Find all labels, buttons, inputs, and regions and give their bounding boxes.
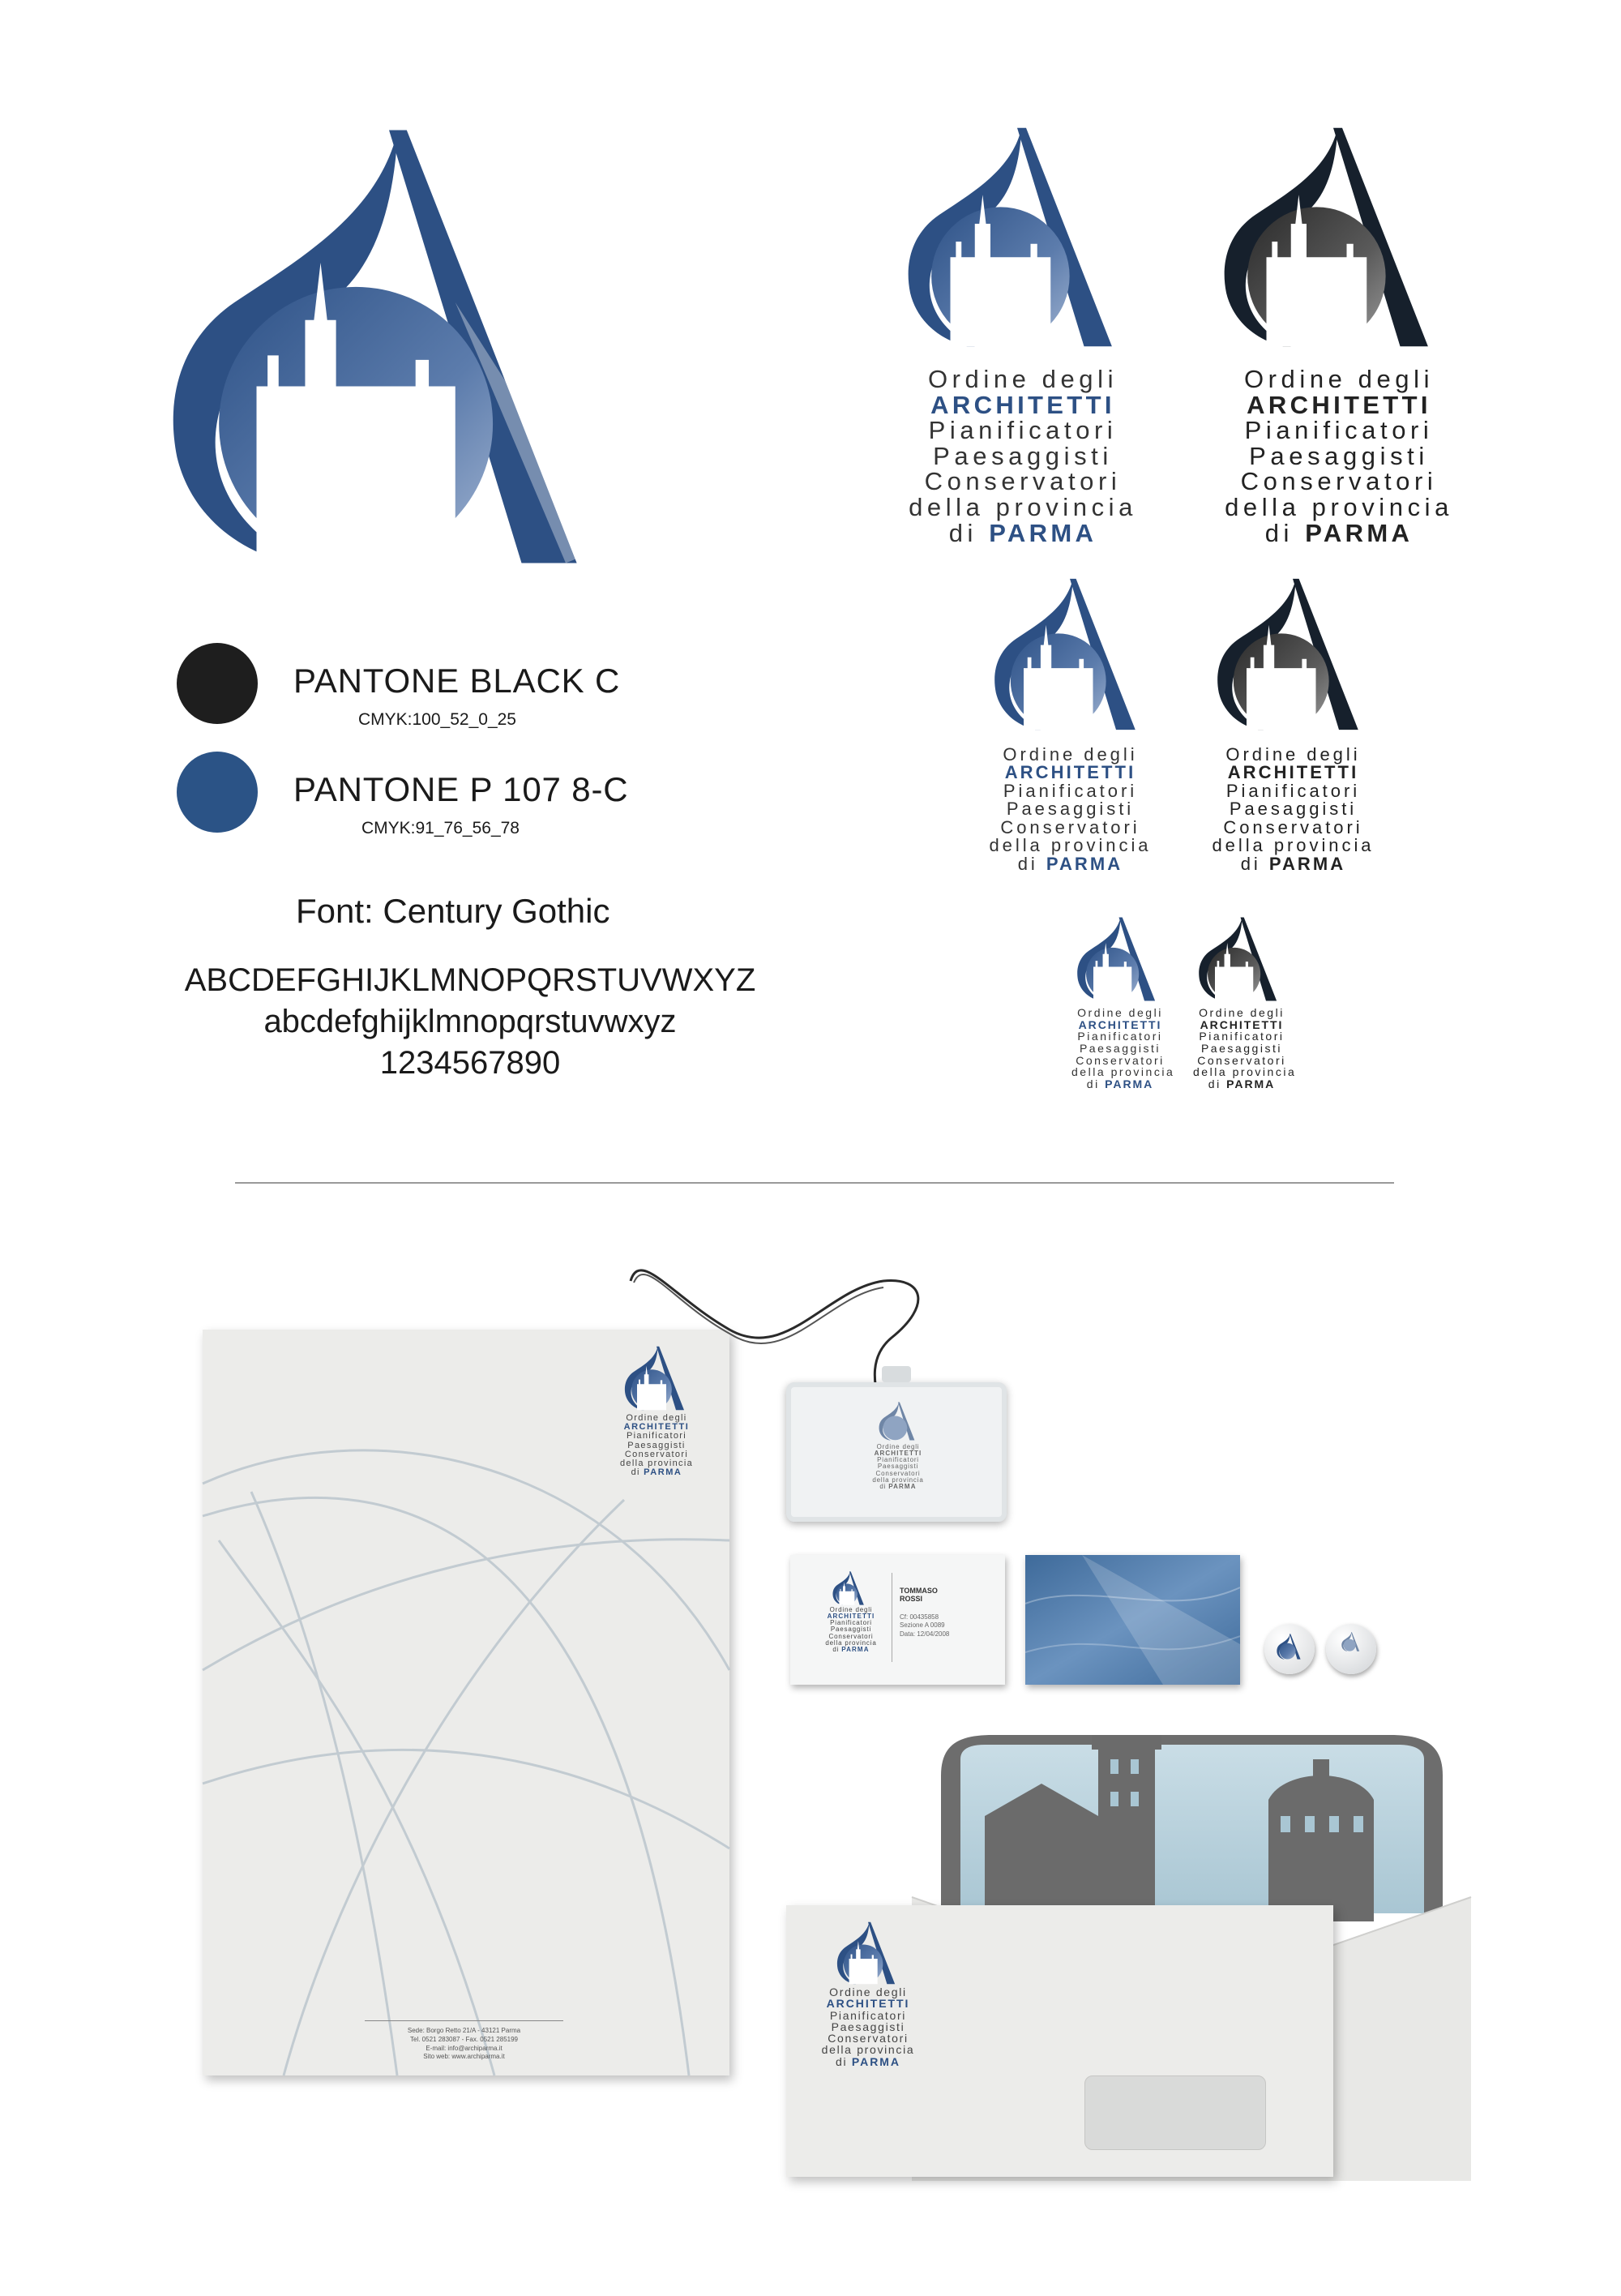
wm-line3: Pianificatori xyxy=(829,2008,907,2022)
letterhead-footer xyxy=(365,2027,563,2062)
letterhead-wordmark xyxy=(612,1414,701,1478)
wordmark-black-large xyxy=(1217,366,1461,546)
pin-button-1 xyxy=(1264,1624,1315,1674)
logo-mark-blue-small xyxy=(1076,915,1161,1004)
footer-line1: Sede: Borgo Retto 21/A - 43121 Parma xyxy=(407,2027,521,2034)
badge-logo-mark xyxy=(879,1402,917,1441)
pantone-blue-cmyk: CMYK:91_76_56_78 xyxy=(361,819,520,837)
wm-line1: Ordine degli xyxy=(1199,1006,1285,1019)
logo-mark-black-small xyxy=(1198,915,1283,1004)
logo-mark-blue-large xyxy=(900,126,1135,349)
wordmark-black-medium xyxy=(1206,746,1380,873)
pantone-black-name: PANTONE BLACK C xyxy=(293,662,621,700)
wm-line7: di PARMA xyxy=(1017,853,1123,874)
wm-line7: di PARMA xyxy=(1264,518,1414,547)
wm-line3: Pianificatori xyxy=(1199,1030,1285,1043)
wm-line6: della provincia xyxy=(1071,1065,1175,1079)
wm-line7: di PARMA xyxy=(879,1482,917,1490)
card-detail-1: Cf: 00435858 xyxy=(900,1613,939,1621)
wm-line2: ARCHITETTI xyxy=(1004,762,1136,783)
footer-line2: Tel. 0521 283087 - Fax. 0521 285199 xyxy=(410,2035,518,2043)
wm-line5: Conservatori xyxy=(1223,816,1363,837)
wm-line4: Paesaggisti xyxy=(830,1626,872,1634)
wm-line7: di PARMA xyxy=(631,1467,682,1478)
wm-line5: Conservatori xyxy=(875,1469,921,1477)
wm-line4: Paesaggisti xyxy=(1229,799,1358,820)
specimen-lowercase: abcdefghijklmnopqrstuvwxyz xyxy=(263,1004,677,1039)
envelope-logo-mark xyxy=(836,1921,900,1985)
envelope-front xyxy=(786,1905,1333,2177)
wm-line6: della provincia xyxy=(1225,493,1453,522)
footer-line3: E-mail: info@archiparma.it xyxy=(426,2044,503,2052)
wm-line5: Conservatori xyxy=(828,2032,909,2045)
wm-line5: Conservatori xyxy=(1076,1053,1165,1067)
badge-wordmark xyxy=(866,1444,930,1490)
wm-line2: ARCHITETTI xyxy=(930,390,1115,419)
wm-line5: Conservatori xyxy=(828,1632,874,1640)
wm-line1: Ordine degli xyxy=(876,1443,920,1450)
wm-line7: di PARMA xyxy=(1208,1077,1276,1091)
pantone-black-cmyk: CMYK:100_52_0_25 xyxy=(358,710,516,729)
logo-large xyxy=(162,126,616,568)
wm-line2: ARCHITETTI xyxy=(1247,390,1431,419)
wm-line5: Conservatori xyxy=(1240,467,1438,496)
wm-line4: Paesaggisti xyxy=(1200,1042,1283,1056)
card-name xyxy=(900,1587,938,1604)
wm-line7: di PARMA xyxy=(836,2054,900,2068)
wm-line2: ARCHITETTI xyxy=(826,1997,910,2011)
wm-line3: Pianificatori xyxy=(1244,416,1434,445)
card-wordmark xyxy=(819,1607,883,1653)
pantone-blue-name: PANTONE P 107 8-C xyxy=(293,770,629,808)
wm-line5: Conservatori xyxy=(1197,1053,1286,1067)
wm-line6: della provincia xyxy=(989,835,1152,856)
card-name-last: ROSSI xyxy=(900,1594,923,1603)
wm-line1: Ordine degli xyxy=(829,1985,907,1998)
wm-line4: Paesaggisti xyxy=(831,2020,905,2033)
letterhead xyxy=(203,1330,729,2075)
specimen-uppercase: ABCDEFGHIJKLMNOPQRSTUVWXYZ xyxy=(184,962,756,998)
wm-line7: di PARMA xyxy=(948,518,1097,547)
swatch-blue xyxy=(177,752,258,833)
wm-line3: Pianificatori xyxy=(830,1619,872,1627)
wm-line3: Pianificatori xyxy=(1003,780,1138,801)
logo-mark-blue-medium xyxy=(989,577,1151,731)
wm-line7: di PARMA xyxy=(1240,853,1346,874)
envelope-address-window xyxy=(1084,2075,1266,2150)
card-back-pattern xyxy=(1025,1555,1240,1685)
card-detail-2: Sezione A 0089 xyxy=(900,1621,945,1630)
logo-mark-black-large xyxy=(1216,126,1451,349)
wm-line1: Ordine degli xyxy=(829,1606,873,1613)
card-logo-mark xyxy=(832,1571,866,1605)
card-details xyxy=(900,1613,949,1638)
letterhead-footer-rule xyxy=(365,2020,563,2021)
wm-line4: Paesaggisti xyxy=(877,1463,919,1471)
wm-line1: Ordine degli xyxy=(626,1413,687,1423)
wm-line6: della provincia xyxy=(1212,835,1375,856)
wordmark-black-small xyxy=(1193,1006,1297,1091)
specimen-digits: 1234567890 xyxy=(379,1045,561,1081)
wordmark-blue-medium xyxy=(983,746,1157,873)
font-label: Font: Century Gothic xyxy=(296,892,610,930)
wm-line1: Ordine degli xyxy=(1077,1006,1163,1019)
section-divider xyxy=(235,1182,1394,1184)
wm-line4: Paesaggisti xyxy=(1006,799,1135,820)
wm-line1: Ordine degli xyxy=(1225,744,1361,765)
wm-line1: Ordine degli xyxy=(1243,365,1435,393)
wm-line4: Paesaggisti xyxy=(1249,441,1429,470)
wm-line5: Conservatori xyxy=(1000,816,1140,837)
wm-line4: Paesaggisti xyxy=(1079,1042,1161,1056)
wm-line3: Pianificatori xyxy=(1077,1030,1163,1043)
pin-logo-mark xyxy=(1277,1634,1302,1660)
wm-line3: Pianificatori xyxy=(626,1431,687,1441)
wm-line3: Pianificatori xyxy=(928,416,1118,445)
wm-line2: ARCHITETTI xyxy=(1200,1017,1284,1031)
business-card-back xyxy=(1025,1555,1240,1685)
badge-clip xyxy=(882,1366,911,1382)
pin-logo-mark xyxy=(1341,1632,1361,1651)
wm-line7: di PARMA xyxy=(1086,1077,1154,1091)
wm-line2: ARCHITETTI xyxy=(874,1450,922,1458)
footer-line4: Sito web: www.archiparma.it xyxy=(423,2053,505,2061)
wm-line4: Paesaggisti xyxy=(933,441,1113,470)
wm-line6: della provincia xyxy=(872,1476,924,1484)
wm-line1: Ordine degli xyxy=(927,365,1118,393)
wm-line5: Conservatori xyxy=(624,1449,689,1459)
card-detail-3: Data: 12/04/2008 xyxy=(900,1630,950,1638)
pin-button-2 xyxy=(1326,1624,1376,1674)
id-badge xyxy=(786,1382,1007,1522)
wm-line6: della provincia xyxy=(909,493,1137,522)
wm-line6: della provincia xyxy=(1193,1065,1297,1079)
business-card-front xyxy=(790,1555,1005,1685)
wm-line7: di PARMA xyxy=(832,1645,870,1653)
wm-line5: Conservatori xyxy=(924,467,1122,496)
wm-line2: ARCHITETTI xyxy=(623,1422,690,1433)
wm-line2: ARCHITETTI xyxy=(1078,1017,1162,1031)
wordmark-blue-small xyxy=(1071,1006,1175,1091)
wm-line3: Pianificatori xyxy=(877,1456,919,1464)
wm-line6: della provincia xyxy=(619,1459,694,1469)
swatch-black xyxy=(177,643,258,724)
wm-line4: Paesaggisti xyxy=(627,1440,686,1450)
envelope-wordmark xyxy=(817,1986,919,2067)
wordmark-blue-large xyxy=(901,366,1144,546)
wm-line6: della provincia xyxy=(821,2043,915,2057)
wm-line3: Pianificatori xyxy=(1225,780,1361,801)
wm-line2: ARCHITETTI xyxy=(1227,762,1359,783)
card-name-first: TOMMASO xyxy=(900,1587,938,1595)
wm-line2: ARCHITETTI xyxy=(827,1613,875,1621)
wm-line1: Ordine degli xyxy=(1003,744,1138,765)
wm-line6: della provincia xyxy=(825,1638,877,1647)
logo-mark-black-medium xyxy=(1212,577,1374,731)
